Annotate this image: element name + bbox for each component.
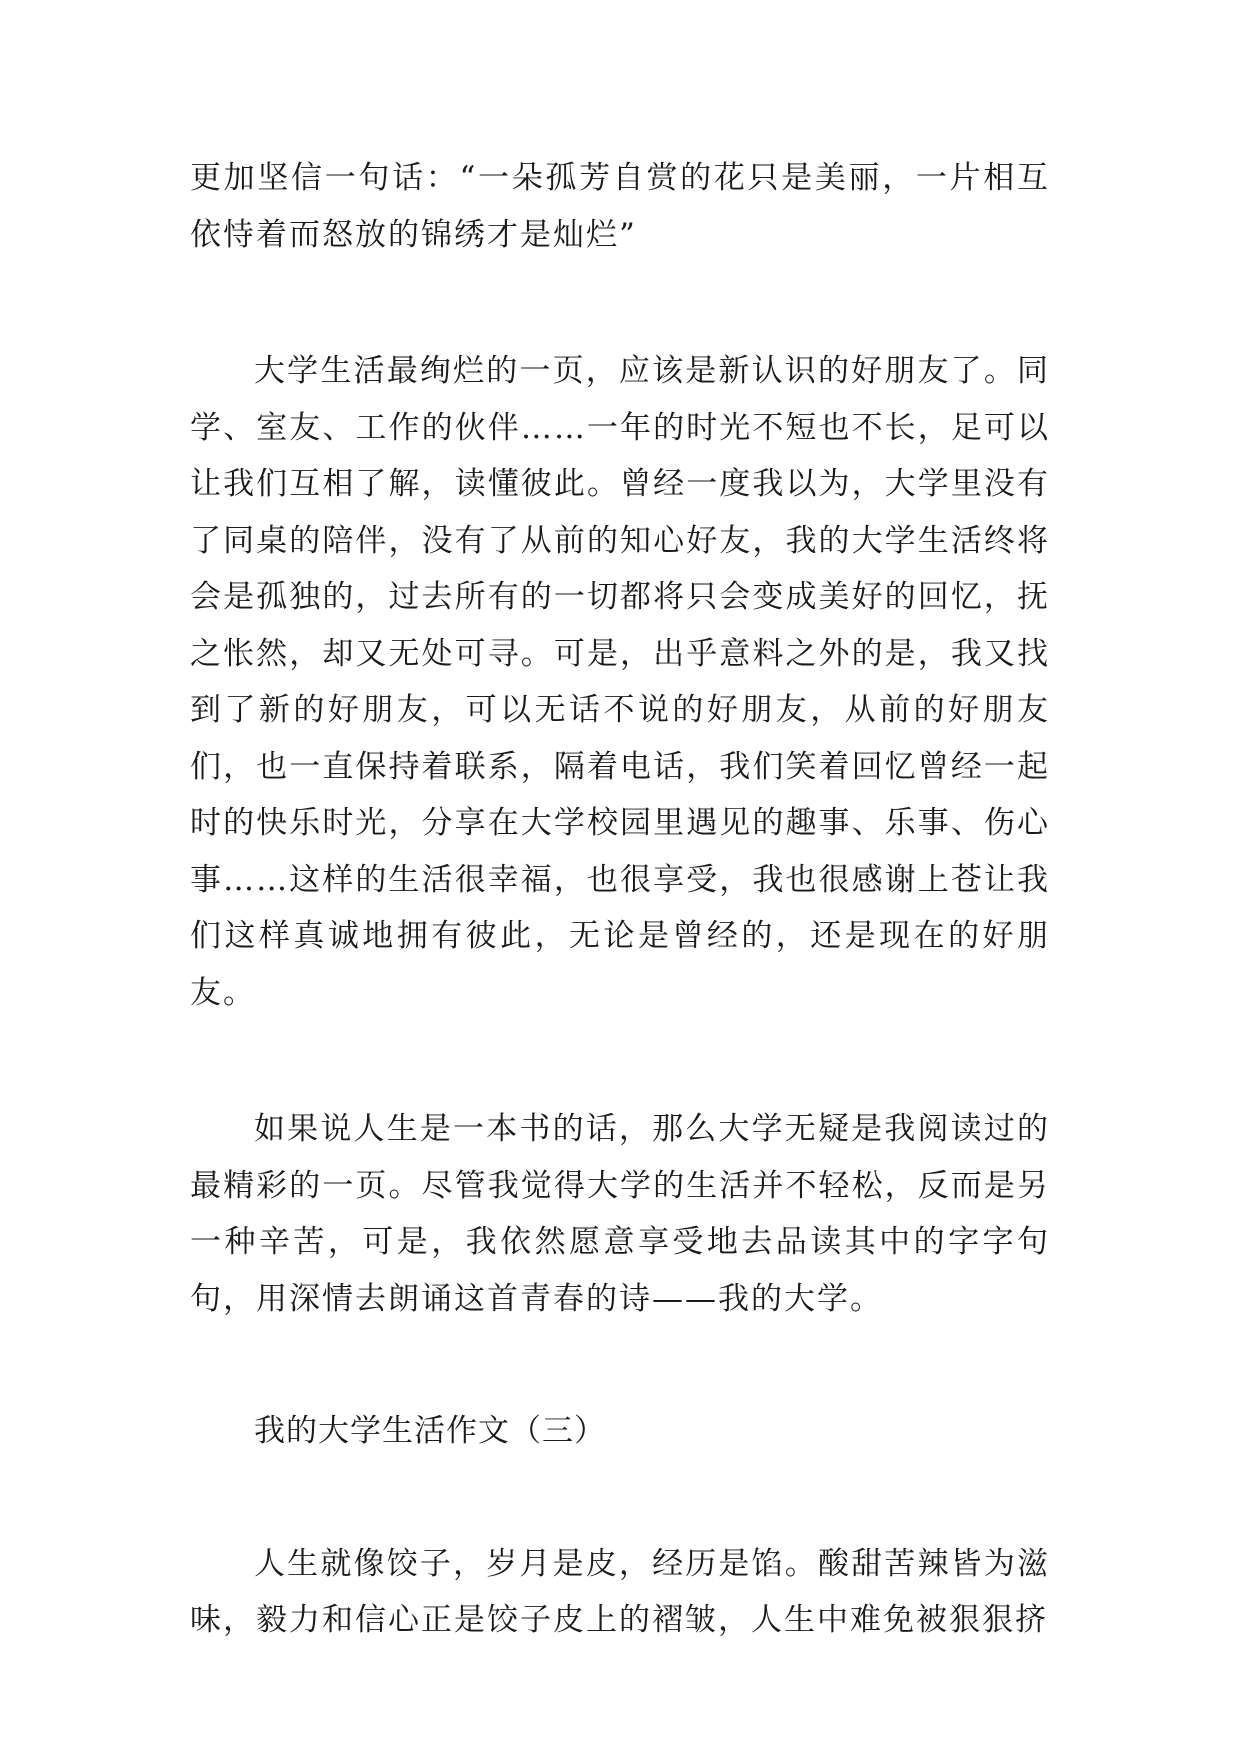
section-heading: 我的大学生活作文（三） (254, 1413, 606, 1449)
paragraph-gap (190, 263, 1050, 343)
paragraph-gap (190, 1460, 1050, 1536)
paragraph-gap (190, 1327, 1050, 1403)
paragraph-dumplings: 人生就像饺子，岁月是皮，经历是馅。酸甜苦辣皆为滋味，毅力和信心正是饺子皮上的褶皱，人生中难免被狠狠挤 (190, 1545, 1050, 1638)
paragraph-friends: 大学生活最绚烂的一页，应该是新认识的好朋友了。同学、室友、工作的伙伴……一年的时光不短也不长，足可以让我们互相了解，读懂彼此。曾经一度我以为，大学里没有了同桌的陪伴，没有了从前的知心好友，我的大学生活终将会是孤独的，过去所有的一切都将只会变成美好的回忆，抚之怅然，却又无处可寻。可是，出乎意料之外的是，我又找到了新的好朋友，可以无话不说的好朋友，从前的好朋友们，也一直保持着联系，隔着电话，我们笑着回忆曾经一起时的快乐时光，分享在大学校园里遇见的趣事、乐事、伤心事……这样的生活很幸福，也很享受，我也很感谢上苍让我们这样真诚地拥有彼此，无论是曾经的，还是现在的好朋友。 (190, 353, 1050, 1011)
paragraph-quote-continuation: 更加坚信一句话：“一朵孤芳自赏的花只是美丽，一片相互依恃着而怒放的锦绣才是灿烂” (190, 160, 1050, 253)
paragraph-life-book: 如果说人生是一本书的话，那么大学无疑是我阅读过的最精彩的一页。尽管我觉得大学的生活并不轻松，反而是另一种辛苦，可是，我依然愿意享受地去品读其中的字字句句，用深情去朗诵这首青春的诗——我的大学。 (190, 1111, 1050, 1317)
paragraph-gap (190, 1021, 1050, 1101)
document-page (190, 150, 1050, 1649)
